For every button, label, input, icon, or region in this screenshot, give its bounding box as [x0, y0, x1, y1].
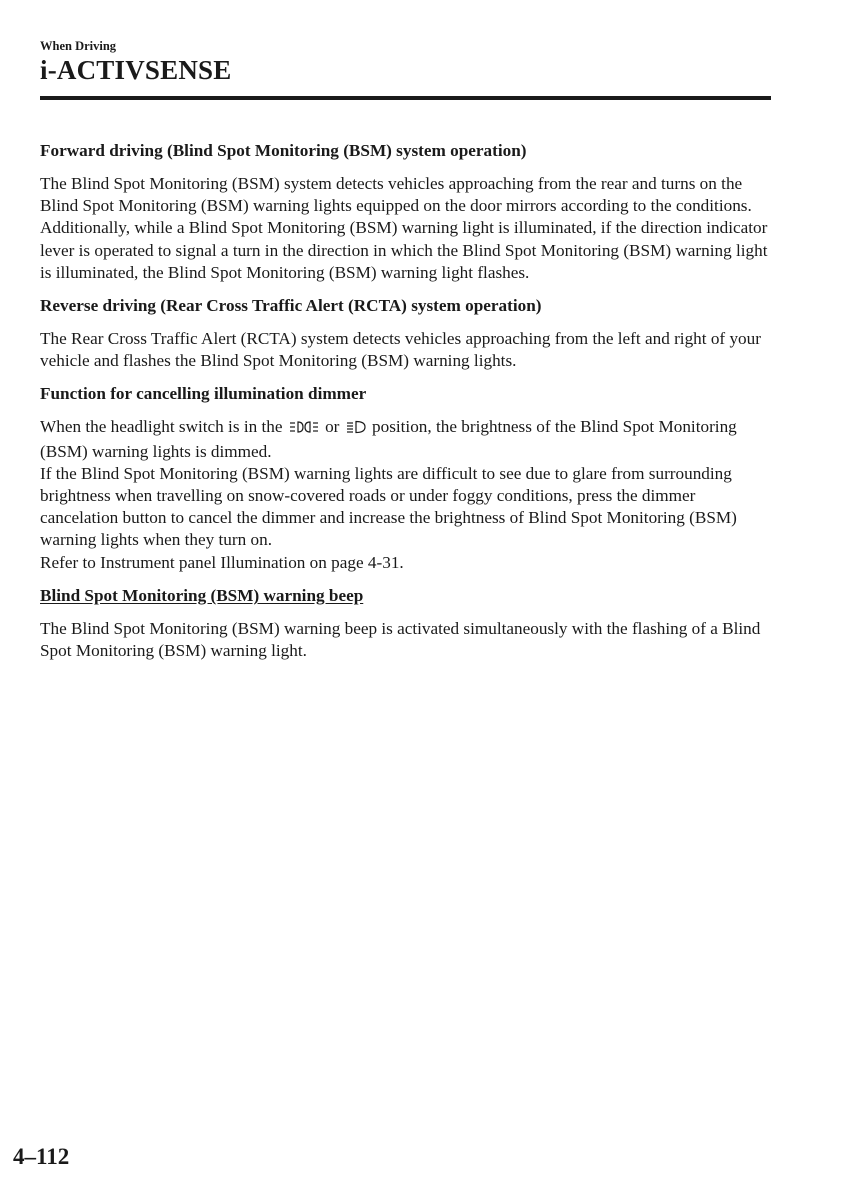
dimmer-text-glare: If the Blind Spot Monitoring (BSM) warning lights are difficult to see due to glare from surrounding brightness when travelling on snow-covered roads or under foggy conditions, press the dimmer cancelation button to cancel the dimmer and increase the brightness of Blind Spot Monitoring (BSM) warning lights when they turn on. — [40, 463, 737, 550]
parking-light-icon — [289, 418, 319, 440]
dimmer-text — [40, 416, 775, 573]
page-number: 4–112 — [13, 1144, 70, 1169]
dimmer-text-pre: When the headlight switch is in the — [40, 417, 283, 437]
page-title: i-ACTIVSENSE — [40, 55, 232, 85]
section-label: When Driving — [40, 39, 117, 53]
title-rule — [40, 96, 771, 100]
dimmer-text-post: position, the brightness of the Blind Spot Monitoring (BSM) warning lights is dimmed. — [40, 417, 737, 461]
dimmer-text-or: or — [325, 417, 340, 437]
warning-beep-text: The Blind Spot Monitoring (BSM) warning beep is activated simultaneously with the flashing of a Blind Spot Monitoring (BSM) warning light. — [40, 618, 761, 661]
page-header — [40, 38, 771, 85]
forward-driving-heading: Forward driving (Blind Spot Monitoring (BSM) system operation) — [40, 141, 527, 160]
warning-beep-heading: Blind Spot Monitoring (BSM) warning beep — [40, 585, 364, 605]
forward-driving-text: The Blind Spot Monitoring (BSM) system detects vehicles approaching from the rear and turns on the Blind Spot Monitoring (BSM) warning lights equipped on the door mirrors according to the conditions. Additionally, while a Blind Spot Monitoring (BSM) warning light is illuminated, if the direction indicator lever is operated to signal a turn in the direction in which the Blind Spot Monitoring (BSM) warning light is illuminated, the Blind Spot Monitoring (BSM) warning light flashes. — [40, 174, 768, 282]
headlight-low-beam-icon — [346, 418, 366, 440]
dimmer-heading: Function for cancelling illumination dimmer — [40, 384, 367, 404]
reverse-driving-text: The Rear Cross Traffic Alert (RCTA) system detects vehicles approaching from the left and right of your vehicle and flashes the Blind Spot Monitoring (BSM) warning lights. — [40, 329, 761, 371]
main-content — [40, 140, 775, 662]
reverse-driving-heading: Reverse driving (Rear Cross Traffic Alert (RCTA) system operation) — [40, 296, 542, 316]
dimmer-text-reference: Refer to Instrument panel Illumination on page 4-31. — [40, 552, 404, 572]
